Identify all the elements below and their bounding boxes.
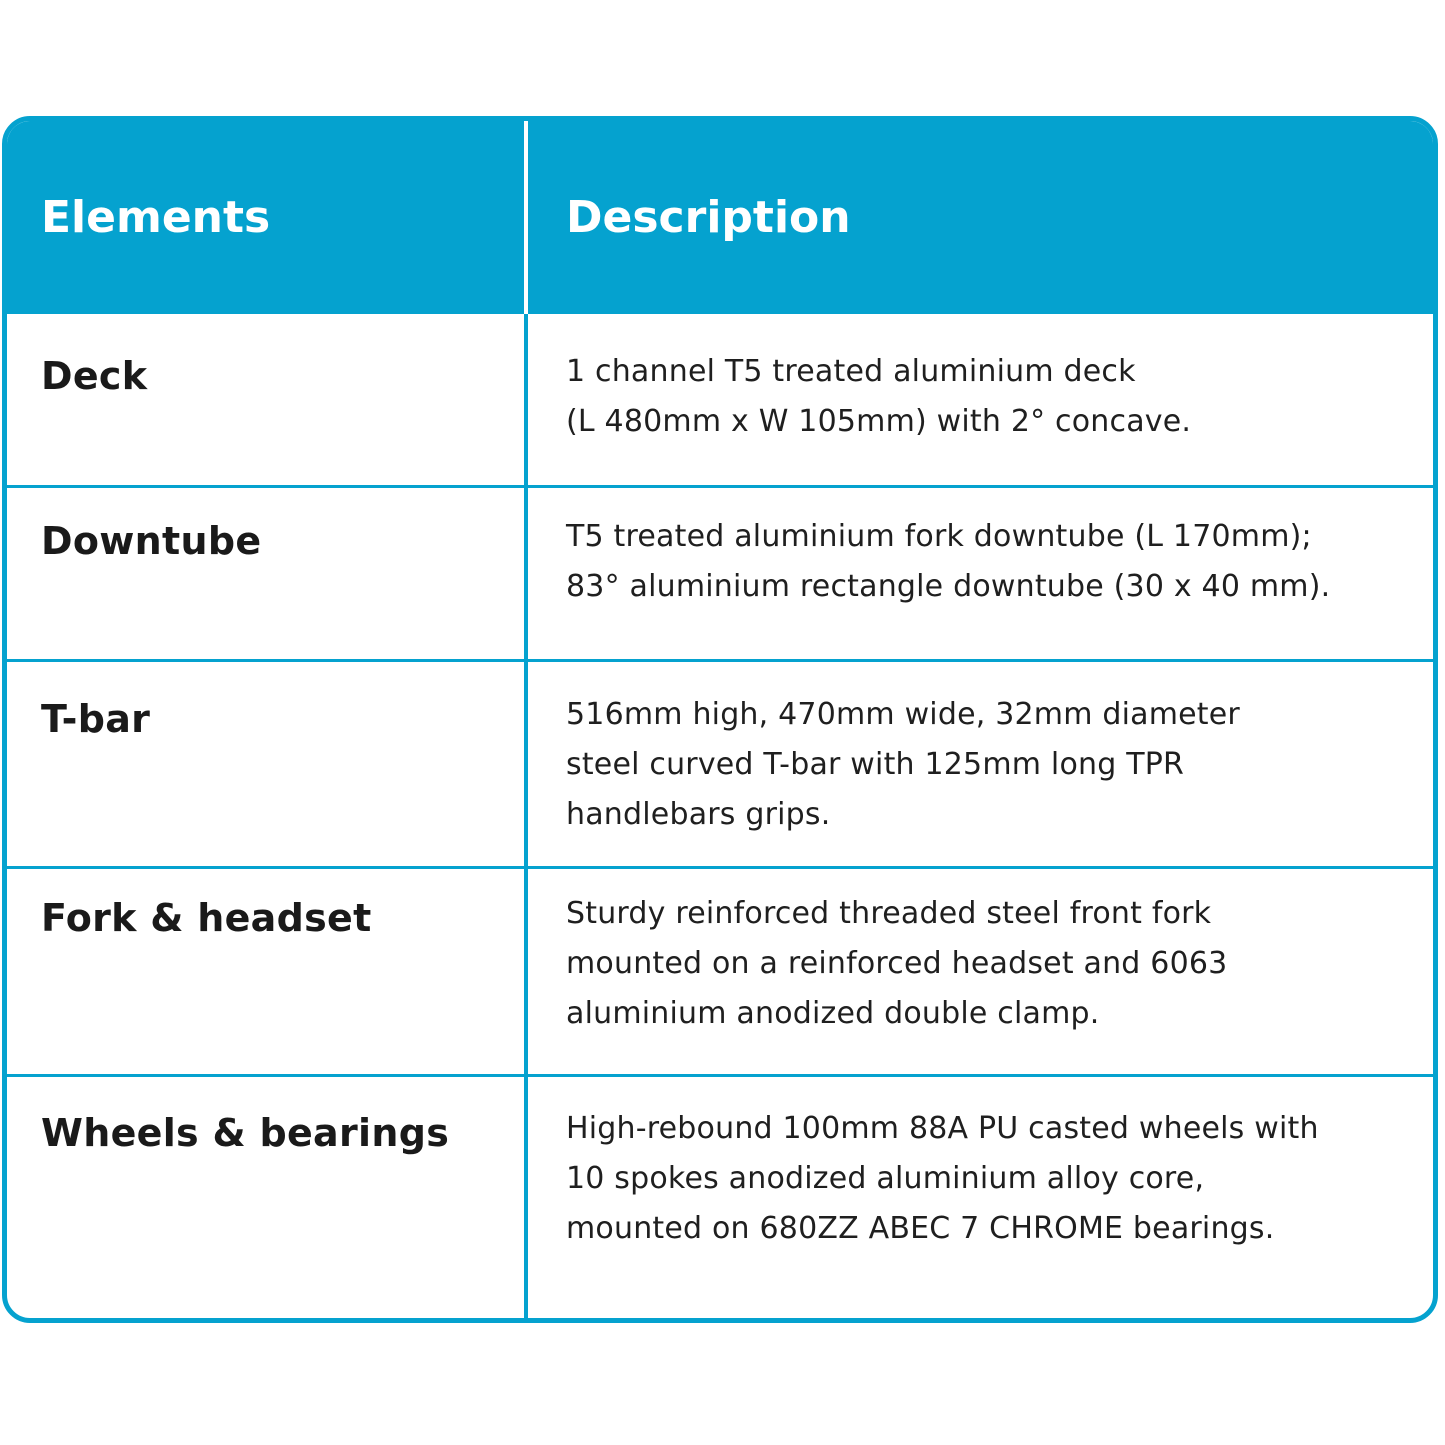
row-divider	[7, 659, 1433, 662]
element-deck: Deck	[41, 354, 148, 398]
header-description: Description	[566, 192, 851, 243]
description-line: 1 channel T5 treated aluminium deck	[566, 354, 1136, 389]
description-fork-headset	[566, 889, 1426, 1039]
element-downtube: Downtube	[41, 519, 262, 563]
element-t-bar: T-bar	[41, 697, 151, 741]
description-wheels-bearings	[566, 1104, 1426, 1254]
header-divider	[524, 121, 528, 314]
description-line: T5 treated aluminium fork downtube (L 170mm);	[566, 519, 1312, 554]
header-elements: Elements	[41, 192, 271, 243]
description-line: mounted on 680ZZ ABEC 7 CHROME bearings.	[566, 1211, 1275, 1246]
description-line: (L 480mm x W 105mm) with 2° concave.	[566, 404, 1192, 439]
row-divider	[7, 1074, 1433, 1077]
element-wheels-bearings: Wheels & bearings	[41, 1111, 450, 1155]
description-line: mounted on a reinforced headset and 6063	[566, 946, 1228, 981]
description-line: steel curved T-bar with 125mm long TPR	[566, 747, 1185, 782]
description-deck	[566, 347, 1426, 447]
description-line: aluminium anodized double clamp.	[566, 996, 1100, 1031]
row-divider	[7, 866, 1433, 869]
element-fork-headset: Fork & headset	[41, 896, 372, 940]
description-line: 83° aluminium rectangle downtube (30 x 40 mm).	[566, 569, 1331, 604]
description-line: High-rebound 100mm 88A PU casted wheels with	[566, 1111, 1319, 1146]
description-line: handlebars grips.	[566, 797, 831, 832]
description-line: Sturdy reinforced threaded steel front fork	[566, 896, 1212, 931]
row-divider	[7, 485, 1433, 488]
description-downtube	[566, 512, 1426, 612]
description-line: 516mm high, 470mm wide, 32mm diameter	[566, 697, 1240, 732]
description-line: 10 spokes anodized aluminium alloy core,	[566, 1161, 1205, 1196]
spec-table	[2, 116, 1438, 1323]
description-t-bar	[566, 690, 1426, 840]
table-header	[7, 121, 1433, 314]
